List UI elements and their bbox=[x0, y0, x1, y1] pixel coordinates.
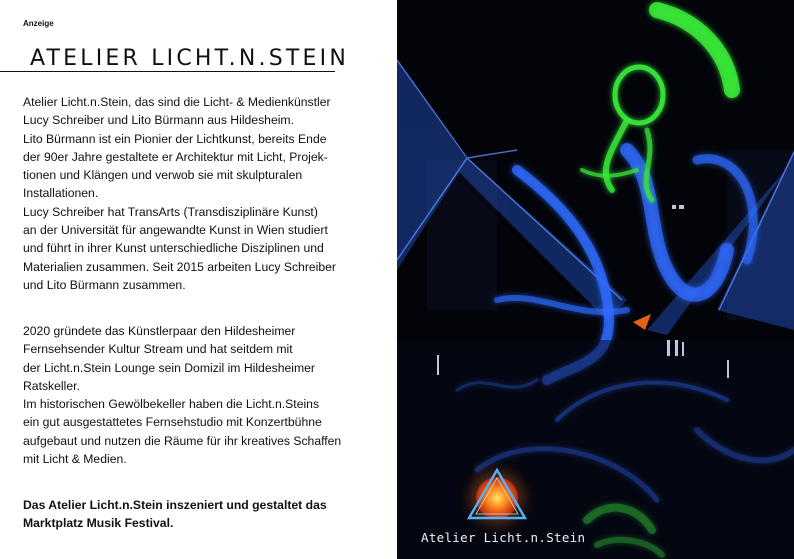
atelier-logo bbox=[469, 470, 525, 526]
logo-caption: Atelier Licht.n.Stein bbox=[421, 530, 586, 545]
history-paragraph: 2020 gründete das Künstlerpaar den Hildesheimer Fernsehsender Kultur Stream und hat seitdem mit der Licht.n.Stein Lounge sein Domizil im Hildesheimer Ratskeller. Im historischen Gewölbekeller haben die Licht.n.Steins ein gut ausgestattetes Fernsehstudio mit Konzertbühne aufgebaut und nutzen die Räume für ihr kreatives Schaffen mit Licht & Medien. bbox=[23, 324, 342, 467]
ad-label: Anzeige bbox=[23, 19, 54, 28]
intro-paragraph: Atelier Licht.n.Stein, das sind die Licht- & Medienkünstler Lucy Schreiber und Lito Bürmann aus Hildesheim. Lito Bürmann ist ein Pionier der Lichtkunst, bereits Ende der 90er Jahre gestaltete er Architektur mit Licht, Projek- tionen und Klängen und verwob sie mit skulpturalen Installationen. Lucy Schreiber hat TransArts (Transdisziplinäre Kunst) an der Universität für angewandte Kunst in Wien studiert und führt in ihrer Kunst unterschiedliche Disziplinen und Materialien zusammen. Seit 2015 arbeiten Lucy Schreiber und Lito Bürmann zusammen. bbox=[23, 95, 336, 292]
page-title: ATELIER LICHT.N.STEIN bbox=[30, 46, 349, 71]
light-show-photo bbox=[397, 0, 794, 559]
laser-scene-illustration bbox=[397, 0, 794, 559]
closing-paragraph: Das Atelier Licht.n.Stein inszeniert und gestaltet das Marktplatz Musik Festival. bbox=[23, 498, 327, 531]
title-underline bbox=[0, 71, 335, 72]
